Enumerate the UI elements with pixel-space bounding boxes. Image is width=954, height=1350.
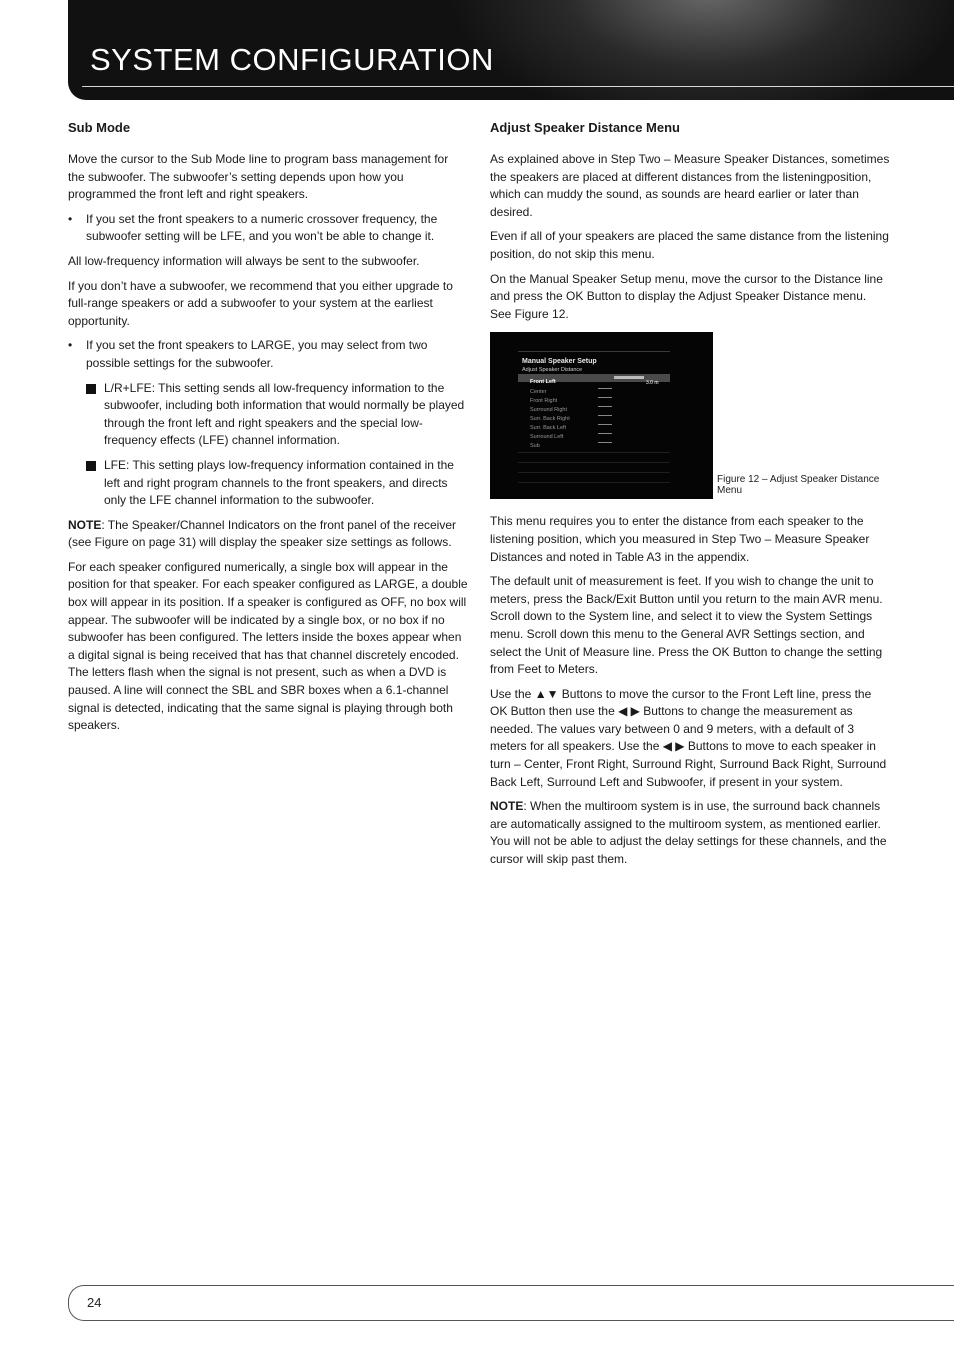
screen-gridline (518, 462, 670, 463)
bullet-text: If you set the front speakers to a numeric crossover frequency, the subwoofer setting will be LFE, and you won’t be able to change it. (86, 211, 438, 244)
screen-row-surround-right: Surround Right (530, 407, 567, 414)
paragraph: The default unit of measurement is feet. If you wish to change the unit to meters, press the Back/Exit Button until you return to the main AVR menu. Scroll down to the System line, and select it to view the System Settings menu. Scroll down this menu to the General AVR Settings section, and select the Unit of Measure line. Press the OK Button to change the setting from Feet to Meters. (490, 574, 883, 677)
screen-row-dash (598, 397, 612, 398)
screen-title: Manual Speaker Setup (522, 358, 597, 366)
page-header (68, 0, 954, 100)
screen-row-surr-back-left: Surr. Back Left (530, 425, 567, 432)
sub-bullet-text: LFE: This setting plays low-frequency information contained in the left and right program channels to the front speakers, and directs only the LFE channel information to the subwoofer. (104, 457, 454, 508)
screen-row-dash (598, 442, 612, 443)
screen-row-surr-back-right: Surr. Back Right (530, 416, 570, 423)
sub-bullet-text: L/R+LFE: This setting sends all low-frequency information to the subwoofer, including both information that would normally be played through the front left and right speakers and the special low-frequency effects (LFE) channel information. (104, 380, 465, 448)
sub-bullet-item (68, 380, 468, 450)
paragraph: For each speaker configured numerically, a single box will appear in the position for that speaker. For each speaker configured as LARGE, a double box will appear in its position. If a speaker is configured as OFF, no box will appear. The subwoofer will be indicated by a single box, or no box if no subwoofer has been configured. The letters inside the boxes appear when a digital signal is being received that has that channel discretely encoded. The letters flash when the signal is not present, such as when a DVD is paused. A line will connect the SBL and SBR boxes when a 6.1-channel signal is detected, indicating that the same signal is playing through both speakers. (68, 559, 468, 733)
paragraph: On the Manual Speaker Setup menu, move the cursor to the Distance line and press the OK Button to display the Adjust Speaker Distance menu. See Figure 12. (490, 271, 883, 321)
figure-12 (490, 332, 890, 499)
note-label: NOTE (490, 799, 524, 814)
bullet-item (68, 337, 468, 372)
page-footer (68, 1285, 954, 1321)
paragraph: Even if all of your speakers are placed the same distance from the listening position, do not skip this menu. (490, 229, 889, 261)
left-column (68, 119, 468, 742)
screen-row-dash (598, 406, 612, 407)
screen-subtitle: Adjust Speaker Distance (522, 367, 583, 374)
bullet-dot: • (68, 211, 73, 226)
speaker-distance-screenshot (490, 332, 713, 499)
paragraph: Use the ▲▼ Buttons to move the cursor to the Front Left line, press the OK Button then use the ◀ ▶ Buttons to change the measurement as needed. The values vary between 0 and 9 meters, with a default of 3 meters for all speakers. Use the ◀ ▶ Buttons to move to each speaker in turn – Center, Front Right, Surround Right, Surround Back Right, Surround Back Left, Surround Left and Subwoofer, if present in your system. (490, 686, 887, 789)
bullet-text: If you set the front speakers to LARGE, you may select from two possible settings for the subwoofer. (86, 338, 428, 370)
screen-row-surround-left: Surround Left (530, 434, 564, 441)
sub-bullet-item (68, 457, 468, 510)
note-paragraph (68, 517, 468, 552)
screen-row-dash (598, 415, 612, 416)
screen-row-front-left: Front Left (530, 379, 556, 386)
screen-row-dash (598, 388, 612, 389)
page-number: 24 (87, 1295, 102, 1310)
paragraph: This menu requires you to enter the distance from each speaker to the listening position, which you measured in Step Two – Measure Speaker Distances and noted in Table A3 in the appendix. (490, 514, 870, 564)
paragraph: If you don’t have a subwoofer, we recommend that you either upgrade to full-range speakers or add a subwoofer to your system at the earliest opportunity. (68, 278, 453, 328)
paragraph: Move the cursor to the Sub Mode line to program bass management for the subwoofer. The subwoofer’s setting depends upon how you programmed the front left and right speakers. (68, 152, 449, 202)
screen-row-center: Center (530, 389, 547, 396)
note-text: : The Speaker/Channel Indicators on the front panel of the receiver (see Figure on page 31) will display the speaker size settings as follows. (68, 517, 457, 550)
screen-gridline (518, 452, 670, 453)
note-label: NOTE (68, 517, 102, 532)
screen-row-dash (598, 433, 612, 434)
note-paragraph (490, 798, 890, 868)
screen-row-sub: Sub (530, 443, 540, 450)
screen-divider (518, 351, 670, 352)
note-text: : When the multiroom system is in use, the surround back channels are automatically assigned to the multiroom system, as mentioned earlier. You will not be able to adjust the delay settings for these channels, and the cursor will skip past them. (490, 799, 887, 867)
screen-gridline (518, 482, 670, 483)
square-bullet-icon (86, 461, 96, 471)
bullet-item (68, 211, 468, 246)
paragraph: As explained above in Step Two – Measure Speaker Distances, sometimes the speakers are placed at different distances from the listeningposition, which can muddy the sound, as sounds are heard earlier or later than desired. (490, 152, 890, 219)
bullet-dot: • (68, 338, 73, 353)
page-title: SYSTEM CONFIGURATION (90, 42, 494, 77)
figure-caption: Figure 12 – Adjust Speaker Distance Menu (717, 474, 880, 497)
screen-row-dash (598, 424, 612, 425)
screen-row-front-right: Front Right (530, 398, 558, 405)
section-heading-sub-mode: Sub Mode (68, 120, 131, 135)
screen-gridline (518, 472, 670, 473)
paragraph: All low-frequency information will always be sent to the subwoofer. (68, 253, 420, 268)
header-rule (82, 86, 954, 87)
screen-value-bar (614, 376, 644, 379)
right-column (490, 119, 890, 876)
section-heading-adjust-speaker-distance: Adjust Speaker Distance Menu (490, 120, 680, 135)
square-bullet-icon (86, 384, 96, 394)
screen-value: 3.0 m (646, 380, 659, 387)
